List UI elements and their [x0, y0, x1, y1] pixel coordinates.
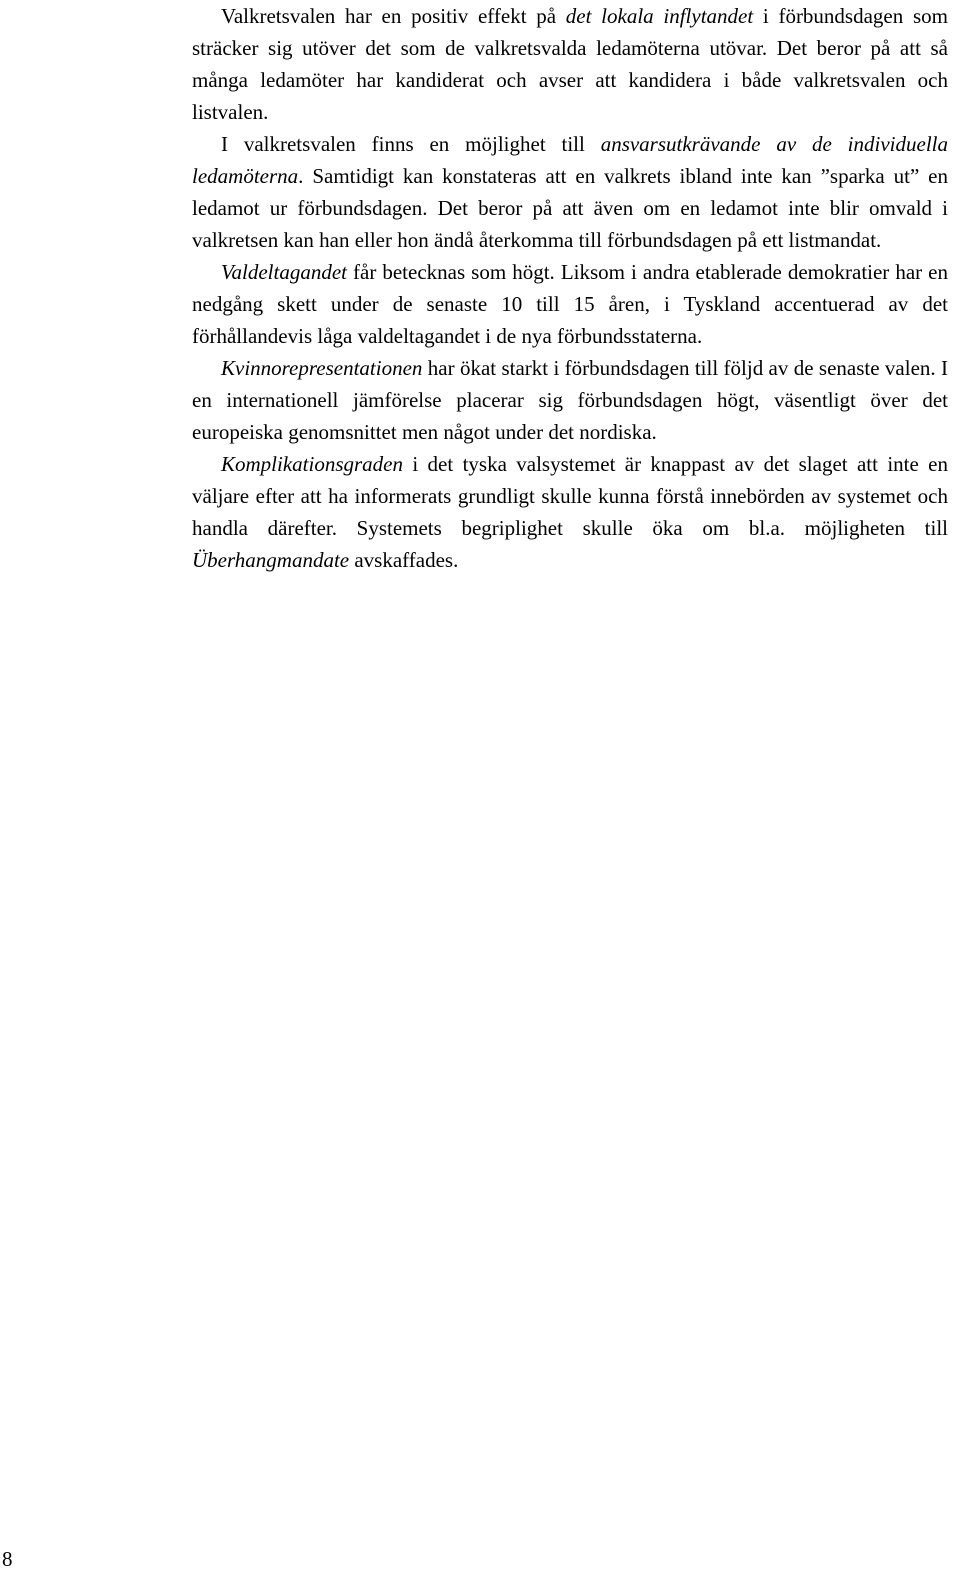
- italic-term: Überhangmandate: [192, 548, 350, 572]
- document-body: [192, 0, 948, 576]
- text-span: I valkretsvalen finns en möjlighet till: [221, 132, 601, 156]
- paragraph-accountability: [192, 128, 948, 256]
- italic-term: det lokala inflytandet: [565, 4, 754, 28]
- text-span: får betecknas som högt. Liksom i andra etablerade demokratier har en nedgång skett under de senaste 10 till 15 åren, i Tyskland accentuerad av det förhållandevis låga valdeltagandet i de nya förbundsstaterna.: [192, 260, 948, 348]
- text-span: i förbundsdagen som sträcker sig utöver det som de valkretsvalda ledamöterna utövar. Det beror på att så många ledamöter har kandiderat och avser att kandidera i både valkretsvalen och listvalen.: [192, 4, 948, 124]
- page-number: 8: [2, 1547, 13, 1571]
- paragraph-women-representation: [192, 352, 948, 448]
- paragraph-turnout: [192, 256, 948, 352]
- italic-term: ansvarsutkrävande av de individuella ledamöterna: [192, 132, 948, 188]
- italic-term: Valdeltagandet: [221, 260, 347, 284]
- text-span: har ökat starkt i förbundsdagen till följd av de senaste valen. I en internationell jämförelse placerar sig förbundsdagen högt, väsentligt över det europeiska genomsnittet men något under det nordiska.: [192, 356, 948, 444]
- italic-term: Kvinnorepresentationen: [221, 356, 423, 380]
- paragraph-local-influence: [192, 0, 948, 128]
- text-span: . Samtidigt kan konstateras att en valkrets ibland inte kan ”sparka ut” en ledamot ur förbundsdagen. Det beror på att även om en ledamot inte blir omvald i valkretsen kan han eller hon ändå återkomma till förbundsdagen på ett listmandat.: [192, 164, 948, 252]
- paragraph-complexity: [192, 448, 948, 576]
- text-span: i det tyska valsystemet är knappast av det slaget att inte en väljare efter att ha informerats grundligt skulle kunna förstå innebörden av systemet och handla därefter. Systemets begriplighet skulle öka om bl.a. möjligheten till: [192, 452, 948, 540]
- text-span: Valkretsvalen har en positiv effekt på: [221, 4, 566, 28]
- text-span: avskaffades.: [349, 548, 459, 572]
- italic-term: Komplikationsgraden: [221, 452, 403, 476]
